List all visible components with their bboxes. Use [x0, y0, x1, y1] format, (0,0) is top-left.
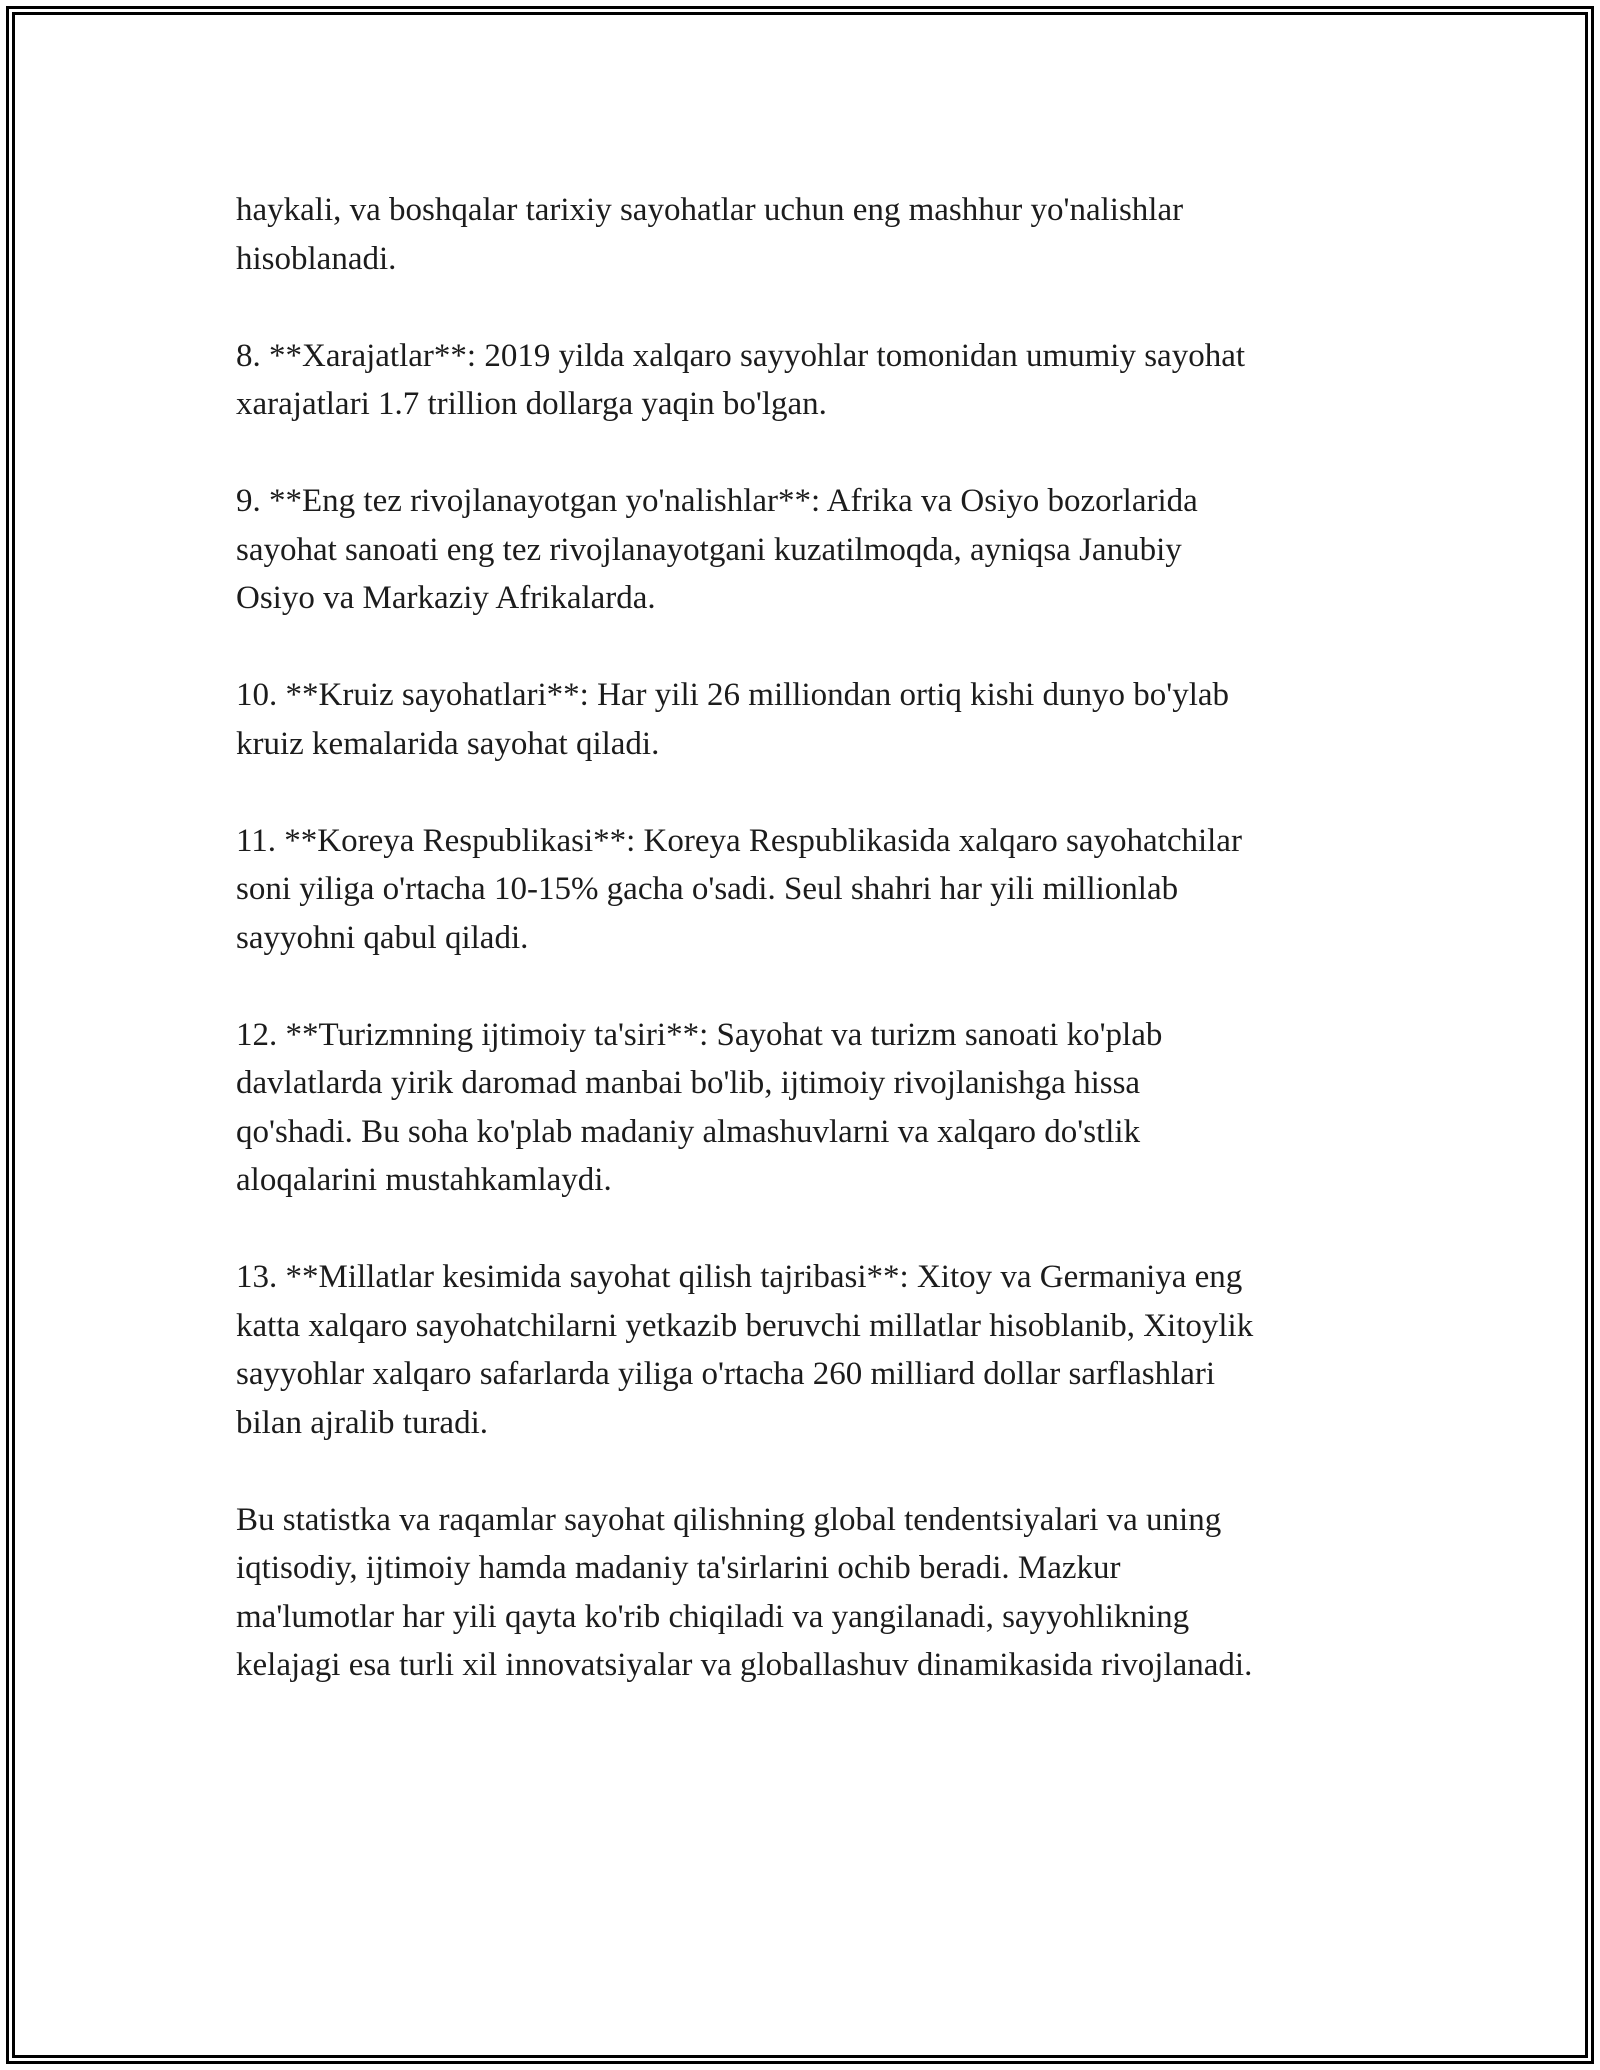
paragraph-conclusion: Bu statistka va raqamlar sayohat qilishning global tendentsiyalari va uning iqtisodiy, ijtimoiy hamda madaniy ta'sirlarini ochib beradi. Mazkur ma'lumotlar har yili qayta ko'rib chiqiladi va yangilanadi, sayyohlikning kelajagi esa turli xil innovatsiyalar va globallashuv dinamikasida rivojlanadi. — [236, 1501, 1253, 1683]
list-item-13-nations: 13. **Millatlar kesimida sayohat qilish tajribasi**: Xitoy va Germaniya eng katta xalqaro sayohatchilarni yetkazib beruvchi millatlar hisoblanib, Xitoylik sayyohlar xalqaro safarlarda yiliga o'rtacha 260 milliard dollar sarflashlari bilan ajralib turadi. — [236, 1259, 1254, 1441]
list-item-9-fastest-growing: 9. **Eng tez rivojlanayotgan yo'nalishlar**: Afrika va Osiyo bozorlarida sayohat sanoati eng tez rivojlanayotgani kuzatilmoqda, ayniqsa Janubiy Osiyo va Markaziy Afrikalarda. — [236, 483, 1198, 616]
list-item-11-korea: 11. **Koreya Respublikasi**: Koreya Respublikasida xalqaro sayohatchilar soni yiliga o'rtacha 10-15% gacha o'sadi. Seul shahri har yili millionlab sayyohni qabul qiladi. — [236, 822, 1242, 956]
document-body — [236, 186, 1376, 1738]
list-item-8-expenses: 8. **Xarajatlar**: 2019 yilda xalqaro sayyohlar tomonidan umumiy sayohat xarajatlari 1.7 trillion dollarga yaqin bo'lgan. — [236, 337, 1246, 422]
paragraph-intro-continuation: haykali, va boshqalar tarixiy sayohatlar uchun eng mashhur yo'nalishlar hisoblanadi. — [236, 192, 1184, 277]
list-item-12-social-impact: 12. **Turizmning ijtimoiy ta'siri**: Sayohat va turizm sanoati ko'plab davlatlarda yirik daromad manbai bo'lib, ijtimoiy rivojlanishga hissa qo'shadi. Bu soha ko'plab madaniy almashuvlarni va xalqaro do'stlik aloqalarini mustahkamlaydi. — [236, 1016, 1163, 1198]
list-item-10-cruise: 10. **Kruiz sayohatlari**: Har yili 26 milliondan ortiq kishi dunyo bo'ylab kruiz kemalarida sayohat qiladi. — [236, 677, 1230, 762]
